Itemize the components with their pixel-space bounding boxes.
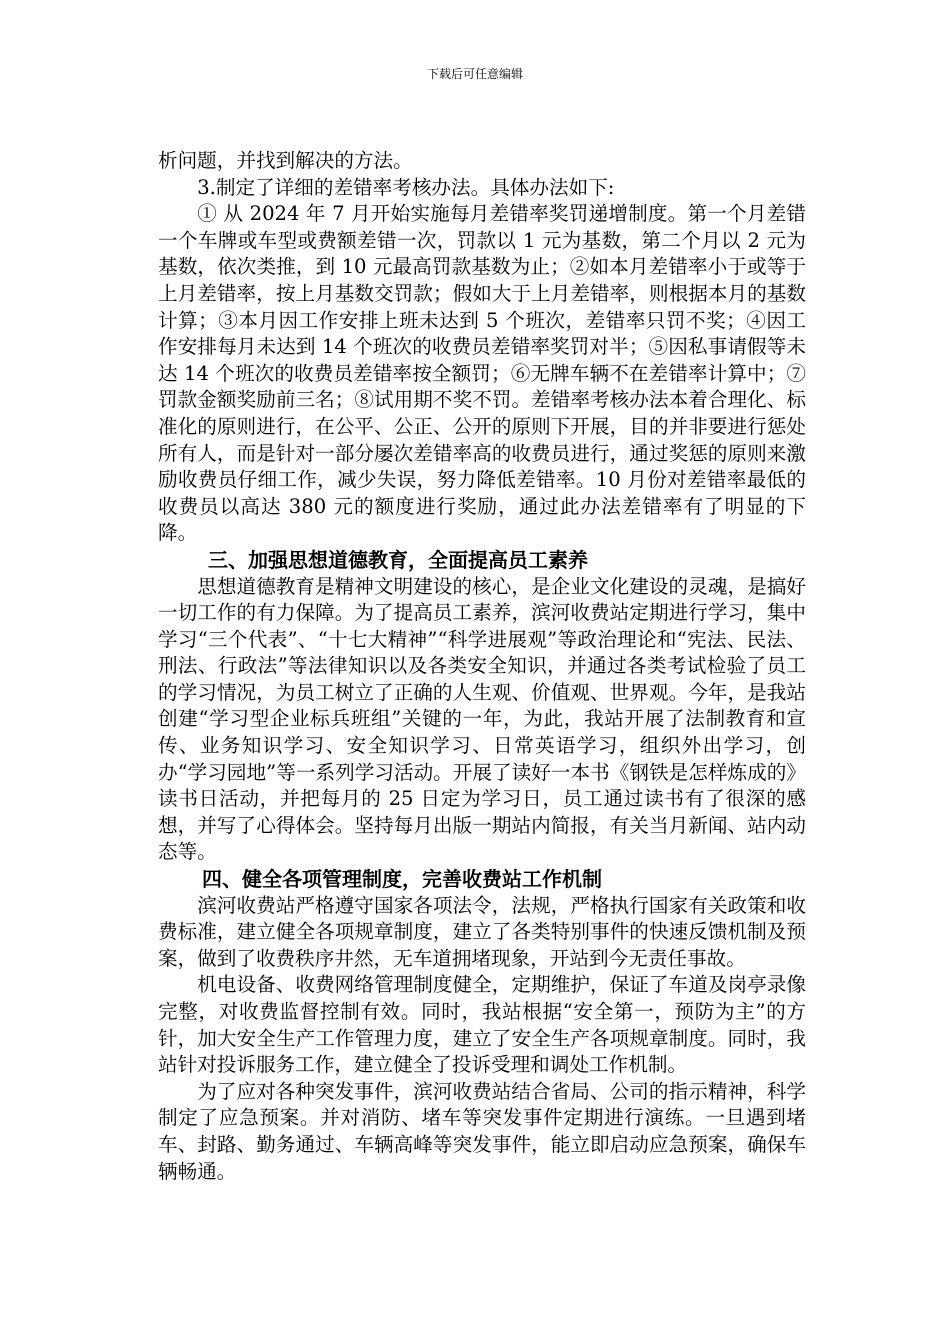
paragraph-error-rate-method-intro: 3.制定了详细的差错率考核办法。具体办法如下: xyxy=(197,175,615,199)
paragraph-equipment-management: 机电设备、收费网络管理制度健全，定期维护，保证了车道及岗亭录像完整，对收费监督控制有效。同时，我站根据“安全第一，预防为主”的方针，加大安全生产工作管理力度，建立了安全生产各项规章制度。同时，我站针对投诉服务工作，建立健全了投诉受理和调处工作机制。 xyxy=(158,973,806,1077)
paragraph-regulations: 滨河收费站严格遵守国家各项法令，法规，严格执行国家有关政策和收费标准，建立健全各项规章制度，建立了各类特别事件的快速反馈机制及预案，做到了收费秩序井然，无车道拥堵现象，开站到今无责任事故。 xyxy=(158,893,806,970)
document-body xyxy=(158,148,806,1185)
section-heading-3: 三、加强思想道德教育，全面提高员工素养 xyxy=(208,547,588,572)
paragraph-continuation: 析问题，并找到解决的方法。 xyxy=(158,149,413,172)
paragraph-error-rate-rules: ① 从 2024 年 7 月开始实施每月差错率奖罚递增制度。第一个月差错一个车牌或车型或费额差错一次，罚款以 1 元为基数，第二个月以 2 元为基数，依次类推，到 10 元最高罚款基数为止；②如本月差错率小于或等于上月差错率，按上月基数交罚款；假如大于上月差错率，则根据本月的基数计算；③本月因工作安排上班未达到 5 个班次，差错率只罚不奖；④因工作安排每月未达到 14 个班次的收费员差错率奖罚对半；⑤因私事请假等未达 14 个班次的收费员差错率按全额罚；⑥无牌车辆不在差错率计算中；⑦罚款金额奖励前三名；⑧试用期不奖不罚。差错率考核办法本着合理化、标准化的原则进行，在公平、公正、公开的原则下开展，目的并非要进行惩处所有人，而是针对一部分屡次差错率高的收费员进行，通过奖惩的原则来激励收费员仔细工作，减少失误，努力降低差错率。10 月份对差错率最低的收费员以高达 380 元的额度进行奖励，通过此办法差错率有了明显的下降。 xyxy=(158,202,806,545)
section-heading-4: 四、健全各项管理制度，完善收费站工作机制 xyxy=(202,867,602,892)
page-header-note: 下载后可任意编辑 xyxy=(426,67,523,81)
paragraph-emergency-plan: 为了应对各种突发事件，滨河收费站结合省局、公司的指示精神，科学制定了应急预案。并对消防、堵车等突发事件定期进行演练。一旦遇到堵车、封路、勤务通过、车辆高峰等突发事件，能立即启动应急预案，确保车辆畅通。 xyxy=(158,1079,806,1183)
paragraph-moral-education: 思想道德教育是精神文明建设的核心，是企业文化建设的灵魂，是搞好一切工作的有力保障。为了提高员工素养，滨河收费站定期进行学习，集中学习“三个代表”、“十七大精神”“科学进展观”等政治理论和“宪法、民法、刑法、行政法”等法律知识以及各类安全知识，并通过各类考试检验了员工的学习情况，为员工树立了正确的人生观、价值观、世界观。今年，是我站创建“学习型企业标兵班组”关键的一年，为此，我站开展了法制教育和宣传、业务知识学习、安全知识学习、日常英语学习，组织外出学习，创办“学习园地”等一系列学习活动。开展了读好一本书《钢铁是怎样炼成的》读书日活动，并把每月的 25 日定为学习日，员工通过读书有了很深的感想，并写了心得体会。坚持每月出版一期站内简报，有关当月新闻、站内动态等。 xyxy=(158,574,806,864)
